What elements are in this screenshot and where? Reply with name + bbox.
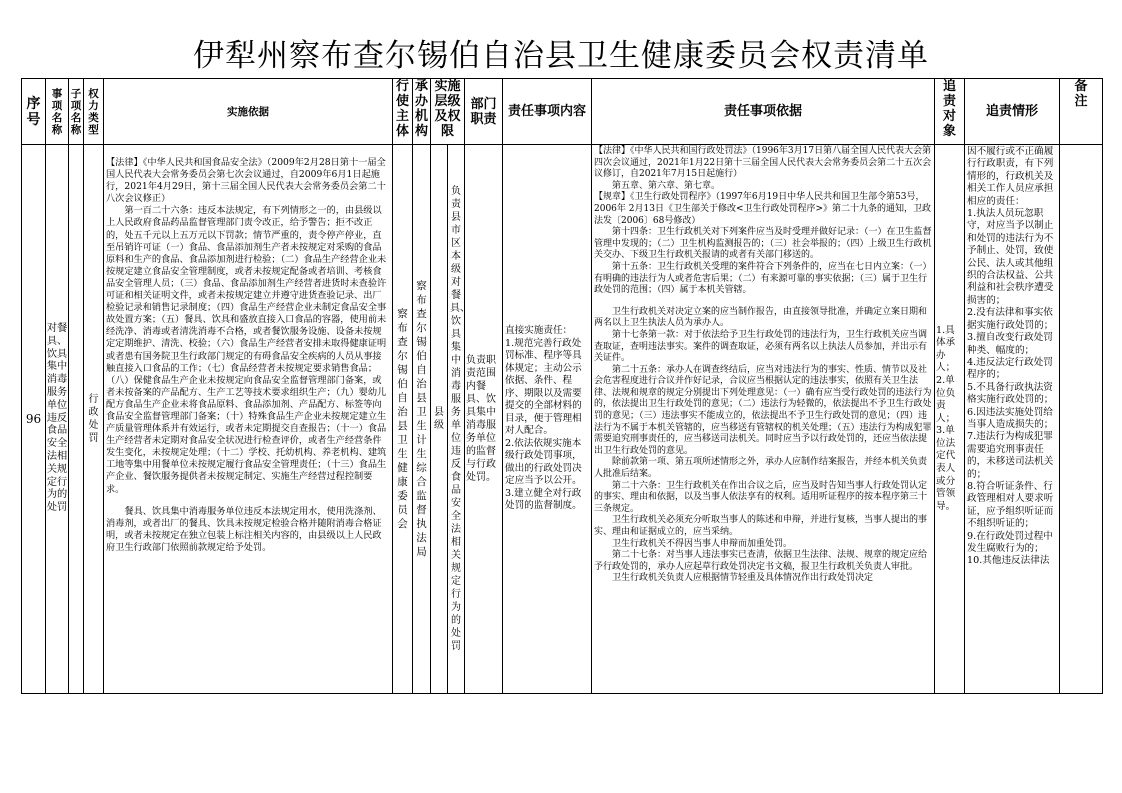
cell-subject: 察布查尔锡伯自治县卫生健康委员会 — [393, 145, 413, 694]
cell-power-type: 行政处罚 — [84, 145, 104, 694]
page-title: 伊犁州察布查尔锡伯自治县卫生健康委员会权责清单 — [193, 38, 929, 74]
col-header-resp-basis: 责任事项依据 — [592, 79, 935, 145]
cell-resp-content — [503, 145, 592, 694]
resp-basis-text: 【法律】《中华人民共和国行政处罚法》（1996年3月17日第八届全国人民代表大会第四次会议通过，2021年1月22日第十三届全国人民代表大会常务委员会第二十五次会议修订，自2021年7月15日起施行） 第五章、第六章、第七章。 【规章】《卫生行政处罚程序》（1997年6月19日中华人民共和国卫生部令第53号，2006年 2月13日《卫生部关于修改<卫生行政处罚程序>》第二十九条的通知，卫政法发〔2006〕68号修改） 第十四条：卫生行政机关对下列案件应当及时受理并做好记录：（一）在卫生监督管理中发现的；（二）卫生机构监测报告的；（三）社会举报的；（四）上级卫生行政机关交办、下级卫生行政机关报请的或者有关部门移送的。 第十五条：卫生行政机关受理的案件符合下列条件的，应当在七日内立案：（一）有明确的违法行为人或者危害后果；（二）有来源可靠的事实依据；（三）属于卫生行政处罚的范围；（四）属于本机关管辖。 卫生行政机关对决定立案的应当制作报告，由直接领导批准，并确定立案日期和两名以上卫生执法人员为承办人。 第十七条第一款：对于依法给予卫生行政处罚的违法行为，卫生行政机关应当调查取证，查明违法事实。案件的调查取证，必须有两名以上执法人员参加，并出示有关证件。 第二十五条：承办人在调查终结后，应当对违法行为的事实、性质、情节以及社会危害程度进行合议并作好记录，合议应当根据认定的违法事实，依照有关卫生法律、法规和规章的规定分别提出下列处理意见：（一）确有应当受行政处罚的违法行为的，依法提出卫生行政处罚的意见；（二）违法行为轻微的，依法提出不予卫生行政处罚的意见；（三）违法事实不能成立的，依法提出不予卫生行政处罚的意见；（四）违法行为不属于本机关管辖的，应当移送有管辖权的机关处理；（五）违法行为构成犯罪需要追究刑事责任的，应当移送司法机关。同时应当予以行政处罚的，还应当依法提出卫生行政处罚的意见。 除前款第一项、第五项所述情形之外，承办人应制作结案报告，并经本机关负责人批准后结案。 第二十六条：卫生行政机关在作出合议之后，应当及时告知当事人行政处罚认定的事实、理由和依据，以及当事人依法享有的权利。适用听证程序的按本程序第三十三条规定。 卫生行政机关必须充分听取当事人的陈述和申辩，并进行复核，当事人提出的事实、理由和证据成立的，应当采纳。 卫生行政机关不得因当事人申辩而加重处罚。 第二十七条：对当事人违法事实已查清，依据卫生法律、法规、规章的规定应给予行政处罚的，承办人应起草行政处罚决定书文稿，报卫生行政机关负责人审批。 卫生行政机关负责人应根据情节轻重及具体情况作出行政处罚决定 — [594, 146, 932, 584]
header-row — [22, 79, 1103, 145]
power-responsibility-table — [21, 78, 1102, 692]
dept-duty-text: 负责职责范围内餐具、饮具集中消毒服务单位的监督与行政处罚。 — [466, 355, 496, 483]
level-text: 县级 — [434, 406, 444, 431]
basis-paragraph: 【法律】《中华人民共和国食品安全法》（2009年2月28日第十一届全国人民代表大会常务委员会第七次会议通过，自2009年6月1日起施行，2021年4月29日，第十三届全国人民代表大会常务委员会第二十八次会议修正） — [106, 157, 386, 205]
col-header-level: 实施层级及权限 — [431, 79, 465, 145]
account-target-text: 1.具体承办人；2.单位负责人；3.单位法定代表人或分管领导。 — [936, 324, 956, 512]
account-situation-text: 因不履行或不正确履行行政职责，有下列情形的，行政机关及相关工作人员应承担相应的责任： 1.执法人员玩忽职守，对应当予以制止和处罚的违法行为不予制止、处罚，致使公民、法人或其他组织的合法权益、公共利益和社会秩序遭受损害的； 2.没有法律和事实依据实施行政处罚的； 3.擅自改变行政处罚种类、幅度的； 4.违反法定行政处罚程序的； 5.不具备行政执法资格实施行政处罚的； 6.因违法实施处罚给当事人造成损失的； 7.违法行为构成犯罪需要追究刑事责任的，未移送司法机关的； 8.符合听证条件、行政管理相对人要求听证，应予组织听证而不组织听证的； 9.在行政处罚过程中发生腐败行为的； 10.其他违反法律法 — [967, 146, 1054, 567]
cell-resp-basis — [592, 145, 935, 694]
col-header-basis: 实施依据 — [104, 79, 393, 145]
col-header-organ: 承办机构 — [413, 79, 431, 145]
basis-paragraph: 餐具、饮具集中消毒服务单位违反本法规定用水，使用洗涤剂、消毒剂，或者出厂的餐具、饮具未按规定检验合格并随附消毒合格证明，或者未按规定在独立包装上标注相关内容的，由县级以上人民政府卫生行政部门依照前款规定给予处罚。 — [106, 505, 382, 553]
basis-text — [104, 145, 392, 555]
resp-content-line: 1.规范完善行政处罚标准、程序等具体规定；主动公示依据、条件、程序、期限以及需要提交的全部材料的目录，便于管理相对人配合。 — [505, 337, 582, 437]
cell-remark — [1060, 145, 1103, 694]
cell-account-situation — [965, 145, 1060, 694]
col-header-sub-item-name: 子项名称 — [69, 79, 84, 145]
col-header-power-type: 权力类型 — [84, 79, 104, 145]
col-header-item-name: 事项名称 — [46, 79, 69, 145]
table-row — [22, 145, 1103, 694]
col-header-seq: 序号 — [22, 79, 46, 145]
basis-paragraph: 第一百二十六条：违反本法规定，有下列情形之一的，由县级以上人民政府食品药品监督管理部门责令改正，给予警告；拒不改正的，处五千元以上五万元以下罚款；情节严重的，责令停产停业，直至吊销许可证（一）食品、食品添加剂生产者未按规定对采购的食品原料和生产的食品、食品添加剂进行检验；（二）食品生产经营企业未按规定建立食品安全管理制度，或者未按规定配备或者培训、考核食品安全管理人员；（三）食品、食品添加剂生产经营者进货时未查验许可证和相关证明文件，或者未按规定建立并遵守进货查验记录、出厂检验记录和销售记录制度；（四）食品生产经营企业未制定食品安全事故处置方案；（五）餐具、饮具和盛放直接入口食品的容器，使用前未经洗净、消毒或者清洗消毒不合格，或者餐饮服务设施、设备未按规定定期维护、清洗、校验；（六）食品生产经营者安排未取得健康证明或者患有国务院卫生行政部门规定的有碍食品安全疾病的人员从事接触直接入口食品的工作；（七）食品经营者未按规定要求销售食品；（八）保健食品生产企业未按规定向食品安全监督管理部门备案，或者未按备案的产品配方、生产工艺等技术要求组织生产；（九）婴幼儿配方食品生产企业未将食品原料、食品添加剂、产品配方、标签等向食品安全监督管理部门备案；（十）特殊食品生产企业未按规定建立生产质量管理体系并有效运行，或者未定期提交自查报告；（十一）食品生产经营者未定期对食品安全状况进行检查评价，或者生产经营条件发生变化，未按规定处理；（十二）学校、托幼机构、养老机构、建筑工地等集中用餐单位未按规定履行食品安全管理责任；（十三）食品生产企业、餐饮服务提供者未按规定制定、实施生产经营过程控制要求。 — [106, 205, 387, 495]
cell-account-target — [935, 145, 965, 694]
cell-basis — [104, 145, 393, 694]
cell-level — [431, 145, 470, 694]
col-header-resp-content: 责任事项内容 — [503, 79, 592, 145]
col-header-account-situation: 追责情形 — [965, 79, 1060, 145]
resp-content-line: 3.建立健全对行政处罚的监督制度。 — [505, 487, 582, 512]
col-header-dept-duty: 部门职责 — [465, 79, 503, 145]
cell-item-name: 对餐具、饮具集中消毒服务单位违反食品安全法相关规定行为的处罚 — [46, 145, 69, 694]
cell-organ: 察布查尔锡伯自治县卫生计生综合监督执法局 — [413, 145, 431, 694]
cell-dept-duty — [465, 145, 503, 694]
resp-content-line: 直接实施责任： — [505, 325, 573, 337]
dept-duty-local-text: 负责县市区本级对餐具、饮具集中消毒服务单位违反食品安全法相关规定行为的处罚 — [450, 186, 470, 652]
cell-seq: 96 — [22, 145, 46, 694]
col-header-account-target: 追责对象 — [935, 79, 965, 145]
cell-sub-item-name — [69, 145, 84, 694]
col-header-remark: 备注 — [1060, 79, 1103, 145]
col-header-subject: 行使主体 — [393, 79, 413, 145]
resp-content-line: 2.依法依规实施本级行政处罚事项，做出的行政处罚决定应当予以公开。 — [505, 437, 582, 487]
